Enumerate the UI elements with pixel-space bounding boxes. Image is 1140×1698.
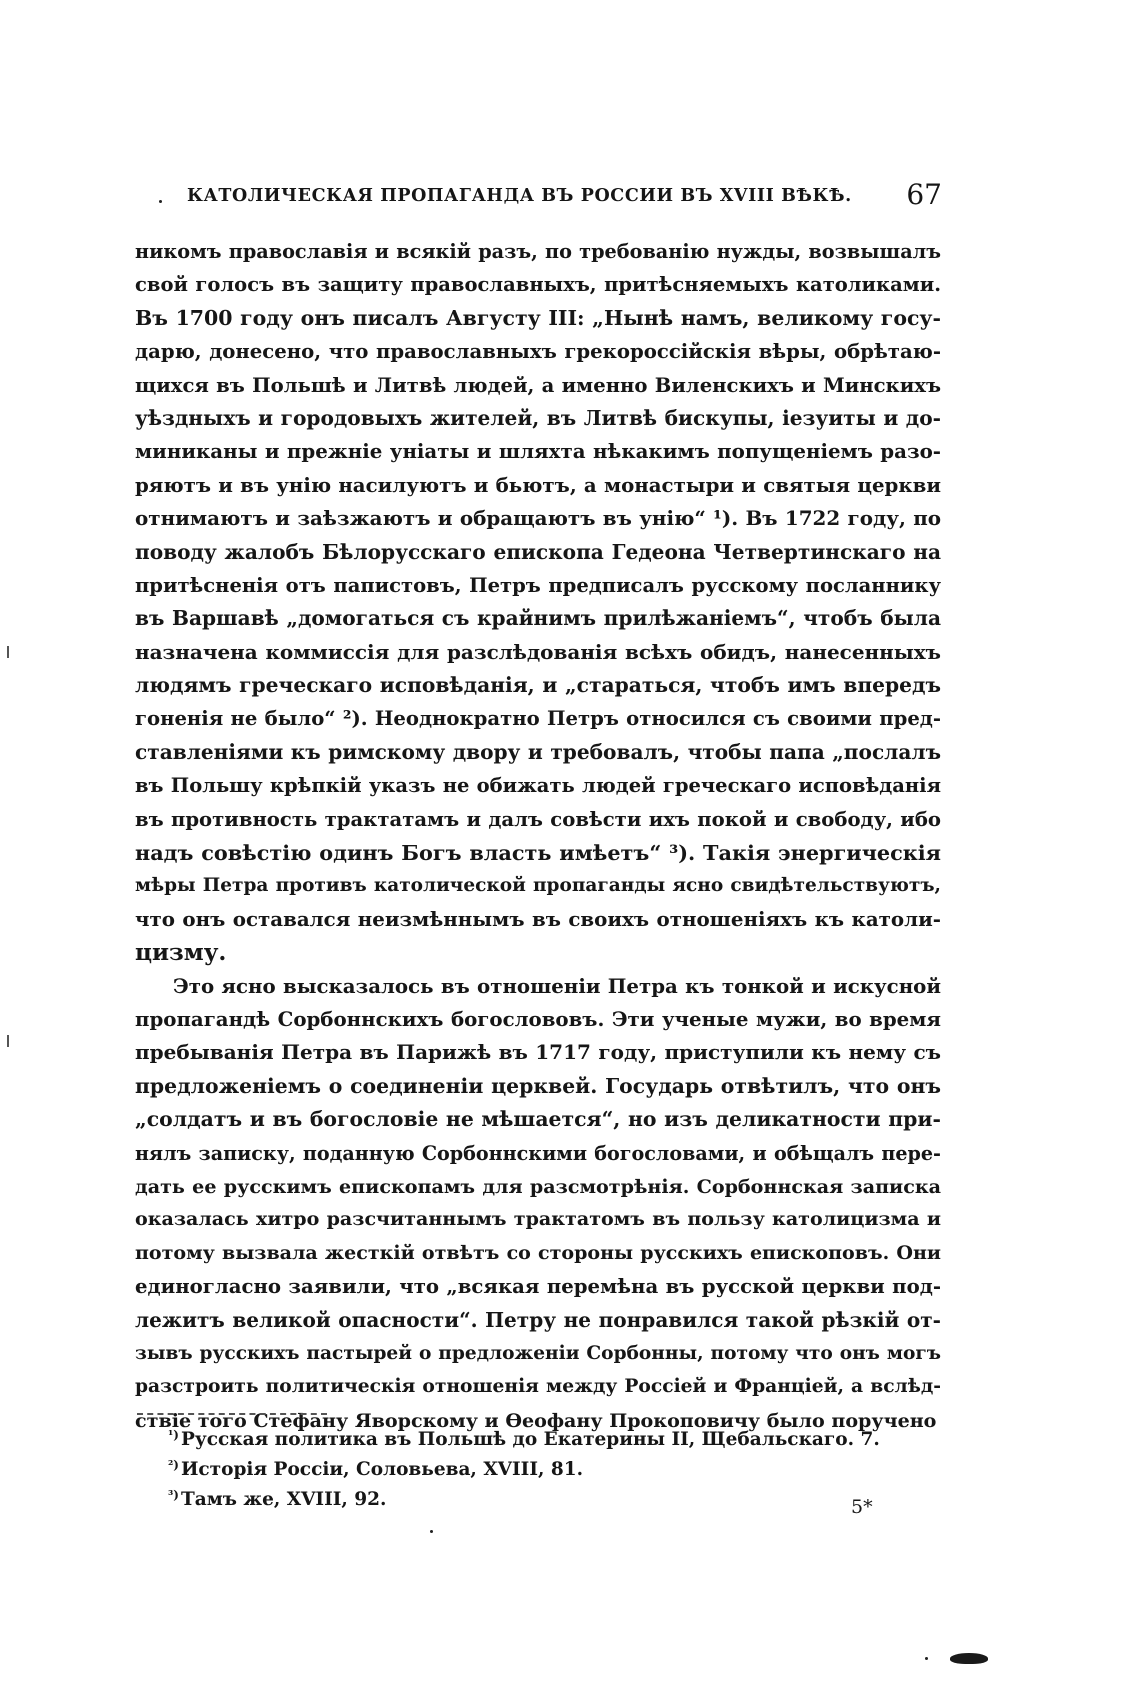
text-line: что онъ оставался неизмѣннымъ въ своихъ отношеніяхъ къ католи- — [135, 906, 941, 931]
text-line: нялъ записку, поданную Сорбоннскими богословами, и обѣщалъ пере- — [135, 1141, 941, 1165]
running-head — [187, 178, 942, 218]
signature-mark: 5* — [851, 1496, 873, 1518]
ink-blot — [950, 1653, 988, 1664]
text-line: дать ее русскимъ епископамъ для разсмотрѣнія. Сорбоннская записка — [135, 1174, 941, 1198]
text-line: уѣздныхъ и городовыхъ жителей, въ Литвѣ бискупы, іезуиты и до- — [135, 405, 941, 430]
text-line: отнимаютъ и заѣзжаютъ и обращаютъ въ унію“ ¹). Въ 1722 году, по — [135, 506, 941, 531]
text-line: потому вызвала жесткій отвѣтъ со стороны русскихъ епископовъ. Они — [135, 1241, 941, 1264]
text-line: людямъ греческаго исповѣданія, и „стараться, чтобъ имъ впередъ — [135, 673, 941, 698]
text-line: предложеніемъ о соединеніи церквей. Государь отвѣтилъ, что онъ — [135, 1073, 941, 1098]
margin-tick — [7, 1035, 9, 1047]
footnote-mark: ³) — [168, 1488, 179, 1502]
footnote-mark: ²) — [168, 1458, 179, 1472]
footnote — [168, 1450, 928, 1480]
text-line: ряютъ и въ унію насилуютъ и бьютъ, а монастыри и святыя церкви — [135, 472, 941, 497]
text-line: разстроить политическія отношенія между Россіей и Франціей, а вслѣд- — [135, 1375, 941, 1398]
text-line: щихся въ Польшѣ и Литвѣ людей, а именно Виленскихъ и Минскихъ — [135, 373, 941, 397]
footnote-text: Тамъ же, XVIII, 92. — [180, 1489, 387, 1510]
text-line: „солдатъ и въ богословіе не мѣшается“, но изъ деликатности при- — [135, 1107, 941, 1132]
text-line: Это ясно высказалось въ отношеніи Петра къ тонкой и искусной — [173, 973, 941, 998]
footnote-text: Русская политика въ Польшѣ до Екатерины II, Щебальскаго. 7. — [180, 1429, 880, 1450]
page-number: 67 — [906, 178, 942, 211]
footnote-text: Исторія Россіи, Соловьева, XVIII, 81. — [180, 1459, 584, 1480]
footnote-rule — [137, 1413, 327, 1415]
running-title: КАТОЛИЧЕСКАЯ ПРОПАГАНДА ВЪ РОССИИ ВЪ XVIII ВѢКѢ. — [187, 186, 852, 206]
text-line: ствіе того Стефану Яворскому и Ѳеофану Прокоповичу было поручено — [135, 1408, 937, 1432]
text-line: въ Польшу крѣпкій указъ не обижать людей греческаго исповѣданія — [135, 774, 941, 798]
text-line: въ Варшавѣ „домогаться съ крайнимъ прилѣжаніемъ“, чтобъ была — [135, 606, 941, 631]
text-line: цизму. — [135, 939, 227, 967]
text-line: притѣсненія отъ папистовъ, Петръ предписалъ русскому посланнику — [135, 573, 941, 597]
text-line: единогласно заявили, что „всякая перемѣна въ русской церкви под- — [135, 1275, 941, 1299]
text-line: пребыванія Петра въ Парижѣ въ 1717 году, приступили къ нему съ — [135, 1040, 941, 1065]
ink-speck — [430, 1530, 433, 1533]
text-line: пропагандѣ Сорбоннскихъ богослововъ. Эти ученые мужи, во время — [135, 1006, 941, 1031]
footnote — [168, 1480, 928, 1510]
text-line: лежитъ великой опасности“. Петру не понравился такой рѣзкій от- — [135, 1307, 941, 1332]
ink-speck — [925, 1657, 928, 1660]
text-line: свой голосъ въ защиту православныхъ, притѣсняемыхъ католиками. — [135, 273, 941, 297]
text-line: въ противность трактатамъ и далъ совѣсти ихъ покой и свободу, ибо — [135, 807, 941, 831]
text-line: ставленіями къ римскому двору и требовалъ, чтобы папа „послалъ — [135, 739, 941, 764]
text-line: никомъ православія и всякій разъ, по требованію нужды, возвышалъ — [135, 240, 941, 263]
text-line: миниканы и прежніе уніаты и шляхта нѣкакимъ попущеніемъ разо- — [135, 439, 941, 464]
text-line: зывъ русскихъ пастырей о предложеніи Сорбонны, потому что онъ могъ — [135, 1342, 941, 1364]
footnote — [168, 1420, 928, 1450]
margin-tick — [7, 646, 9, 658]
footnotes — [168, 1420, 928, 1510]
footnote-mark: ¹) — [168, 1428, 179, 1442]
text-line: Въ 1700 году онъ писалъ Августу III: „Нынѣ намъ, великому госу- — [135, 305, 941, 330]
text-line: гоненія не было“ ²). Неоднократно Петръ относился съ своими пред- — [135, 707, 941, 731]
body-text — [135, 235, 941, 1437]
ink-speck — [159, 200, 162, 203]
text-line: оказалась хитро разсчитаннымъ трактатомъ въ пользу католицизма и — [135, 1208, 941, 1231]
text-line: мѣры Петра противъ католической пропаганды ясно свидѣтельствуютъ, — [135, 875, 941, 897]
text-line: поводу жалобъ Бѣлорусскаго епископа Гедеона Четвертинскаго на — [135, 539, 941, 564]
text-line: назначена коммиссія для разслѣдованія всѣхъ обидъ, нанесенныхъ — [135, 639, 941, 664]
text-line: надъ совѣстію одинъ Богъ власть имѣетъ“ ³). Такія энергическія — [135, 840, 941, 866]
text-line: дарю, донесено, что православныхъ грекороссійскія вѣры, обрѣтаю- — [135, 340, 941, 364]
